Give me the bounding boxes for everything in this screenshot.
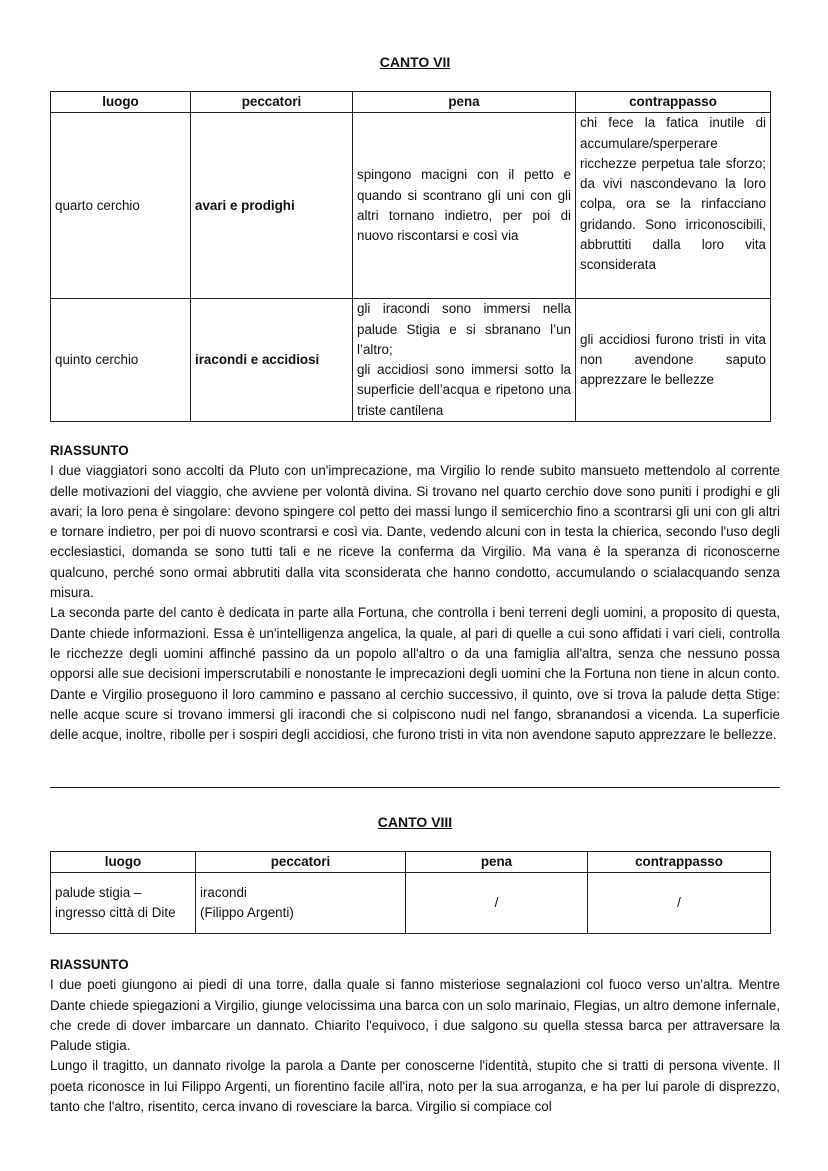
header-peccatori: peccatori bbox=[196, 852, 406, 873]
peccatori-example: (Filippo Argenti) bbox=[200, 905, 294, 921]
peccatori-name: iracondi bbox=[200, 885, 247, 900]
summary-heading: RIASSUNTO bbox=[50, 443, 129, 458]
cell-luogo: quarto cerchio bbox=[51, 113, 191, 299]
table-row bbox=[51, 873, 771, 934]
cell-contrappasso: gli accidiosi furono tristi in vita non avendone saputo apprezzare le bellezze bbox=[576, 299, 771, 422]
cell-peccatori: iracondi e accidiosi bbox=[191, 299, 353, 422]
table-row bbox=[51, 299, 771, 422]
cell-luogo: quinto cerchio bbox=[51, 299, 191, 422]
header-contrappasso: contrappasso bbox=[576, 92, 771, 113]
canto-viii-title: CANTO VIII bbox=[377, 814, 453, 830]
section-divider bbox=[50, 787, 780, 788]
cell-pena bbox=[353, 299, 576, 422]
cell-pena: spingono macigni con il petto e quando si scontrano gli uni con gli altri tornano indietro, per poi di nuovo riscontarsi e così via bbox=[353, 113, 576, 299]
canto-viii-summary bbox=[50, 955, 780, 1117]
canto-vii-title: CANTO VII bbox=[379, 54, 451, 70]
summary-paragraph: I due viaggiatori sono accolti da Pluto con un'imprecazione, ma Virgilio lo rende subito mansueto mettendolo al corrente delle motivazioni del viaggio, che avviene per volontà divina. Si trovano nel quarto cerchio dove sono puniti i prodighi e gli avari; la loro pena è singolare: devono spingere col petto dei massi lungo il semicerchio fino a scontrarsi gli uni con gli altri e tornare indietro, per poi di nuovo scontrarsi e così via. Dante, vedendo alcuni con in testa la chierica, secondo l'uso degli ecclesiastici, domanda se sono tutti tali e ne riceve la conferma da Virgilio. Ma vana è la speranza di riconoscerne qualcuno, perché sono ormai abbrutiti dalla vita sconsiderata che hanno condotto, accumulando o scialacquando senza misura. bbox=[50, 463, 780, 601]
pena-accidiosi: gli accidiosi sono immersi sotto la superficie dell’acqua e ripetono una triste cantilena bbox=[357, 362, 571, 418]
table-row bbox=[51, 113, 771, 299]
header-pena: pena bbox=[353, 92, 576, 113]
header-luogo: luogo bbox=[51, 92, 191, 113]
table-header-row bbox=[51, 852, 771, 873]
pena-iracondi: gli iracondi sono immersi nella palude Stigia e si sbranano l’un l’altro; bbox=[357, 301, 571, 357]
canto-vii-table bbox=[50, 91, 771, 422]
summary-heading: RIASSUNTO bbox=[50, 957, 129, 972]
summary-paragraph: I due poeti giungono ai piedi di una torre, dalla quale si fanno misteriose segnalazioni col fuoco verso un'altra. Mentre Dante chiede spiegazioni a Virgilio, giunge velocissima una barca con un solo marinaio, Flegias, un altro demone infernale, che crede di dover imbarcare un dannato. Chiarito l'equivoco, i due salgono su quella stessa barca per attraversare la Palude stigia. bbox=[50, 977, 780, 1054]
cell-peccatori bbox=[196, 873, 406, 934]
table-header-row bbox=[51, 92, 771, 113]
header-luogo: luogo bbox=[51, 852, 196, 873]
cell-peccatori: avari e prodighi bbox=[191, 113, 353, 299]
cell-luogo: palude stigia – ingresso città di Dite bbox=[51, 873, 196, 934]
header-peccatori: peccatori bbox=[191, 92, 353, 113]
cell-contrappasso: chi fece la fatica inutile di accumulare/sperperare ricchezze perpetua tale sforzo; da vivi nascondevano la loro colpa, ora se la rinfacciano gridando. Sono irriconoscibili, abbruttiti dalla loro vita sconsiderata bbox=[576, 113, 771, 299]
summary-paragraph: Lungo il tragitto, un dannato rivolge la parola a Dante per conoscerne l'identità, stupito che si tratti di persona vivente. Il poeta riconosce in lui Filippo Argenti, un fiorentino facile all'ira, noto per la sua arroganza, e ha per lui parole di disprezzo, tanto che l'altro, risentito, cerca invano di rovesciare la barca. Virgilio si compiace col bbox=[50, 1058, 780, 1115]
header-pena: pena bbox=[406, 852, 588, 873]
summary-paragraph: La seconda parte del canto è dedicata in parte alla Fortuna, che controlla i beni terreni degli uomini, a proposito di questa, Dante chiede informazioni. Essa è un'intelligenza angelica, la quale, al pari di quelle a cui sono affidati i vari cieli, controlla le ricchezze degli uomini affinché passino da un popolo all'altro o da una famiglia all'altra, senza che nessuno possa opporsi alle sue decisioni imperscrutabili e nonostante le imprecazioni degli uomini che la Fortuna non tiene in alcun conto. Dante e Virgilio proseguono il loro cammino e passano al cerchio successivo, il quinto, ove si trova la palude detta Stige: nelle acque scure si trovano immersi gli iracondi che si colpiscono nudi nel fango, sbranandosi a vicenda. La superficie delle acque, inoltre, ribolle per i sospiri degli accidiosi, che furono tristi in vita non avendone saputo apprezzare le bellezze. bbox=[50, 605, 780, 743]
cell-contrappasso: / bbox=[588, 873, 771, 934]
canto-viii-table bbox=[50, 851, 771, 934]
header-contrappasso: contrappasso bbox=[588, 852, 771, 873]
canto-vii-summary bbox=[50, 441, 780, 745]
cell-pena: / bbox=[406, 873, 588, 934]
